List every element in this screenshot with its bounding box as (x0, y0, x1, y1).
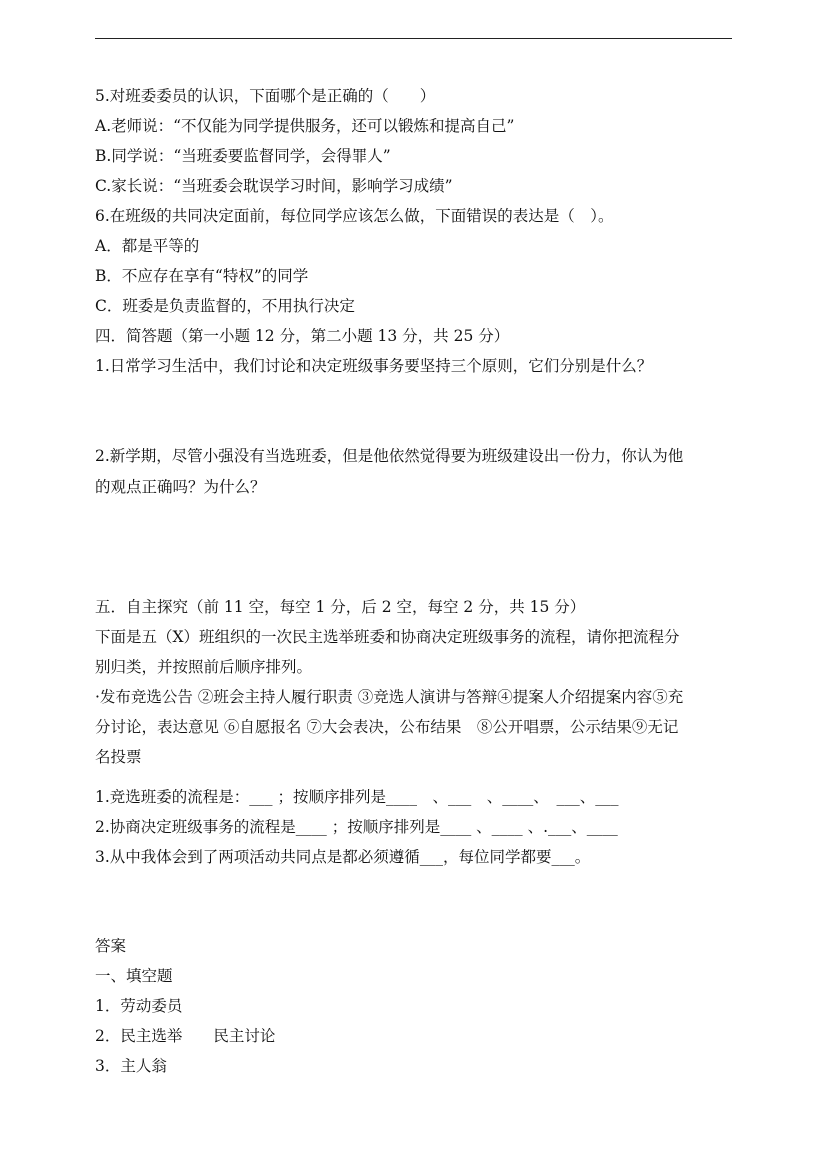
header-rule (95, 38, 732, 39)
answers-section1-heading: 一、填空题 (95, 967, 173, 985)
q6-stem: 6.在班级的共同决定面前，每位同学应该怎么做，下面错误的表达是（ ）。 (95, 207, 614, 225)
answer-1: 1．劳动委员 (95, 997, 183, 1015)
q5-option-c: C.家长说：“当班委会耽误学习时间，影响学习成绩” (95, 177, 453, 195)
q6-option-b: B．不应存在享有“特权”的同学 (95, 267, 309, 285)
section4-q1: 1.日常学习生活中，我们讨论和决定班级事务要坚持三个原则，它们分别是什么？ (95, 357, 653, 375)
q6-option-c: C．班委是负责监督的，不用执行决定 (95, 297, 355, 315)
section5-steps-line1: ·发布竞选公告 ②班会主持人履行职责 ③竞选人演讲与答辩④提案人介绍提案内容⑤充 (95, 688, 684, 706)
section5-intro-line1: 下面是五（X）班组织的一次民主选举班委和协商决定班级事务的流程，请你把流程分 (95, 628, 680, 646)
q5-option-a: A.老师说：“不仅能为同学提供服务，还可以锻炼和提高自己” (95, 117, 515, 135)
section5-intro-line2: 别归类，并按照前后顺序排列。 (95, 658, 313, 676)
q6-option-a: A．都是平等的 (95, 237, 200, 255)
section5-heading: 五．自主探究（前 11 空，每空 1 分，后 2 空，每空 2 分，共 15 分） (95, 598, 586, 616)
q5-stem: 5.对班委委员的认识，下面哪个是正确的（ ） (95, 87, 436, 105)
answer-3: 3．主人翁 (95, 1057, 167, 1075)
section4-heading: 四．简答题（第一小题 12 分，第二小题 13 分，共 25 分） (95, 327, 510, 345)
section5-steps-line3: 名投票 (95, 748, 142, 766)
section4-q2-line1: 2.新学期，尽管小强没有当选班委，但是他依然觉得要为班级建设出一份力，你认为他 (95, 447, 684, 465)
section4-q2-line2: 的观点正确吗？为什么？ (95, 478, 266, 496)
section5-fill1: 1.竞选班委的流程是：___ ；按顺序排列是____ 、___ 、____、 ___、___ (95, 788, 619, 806)
answers-title: 答案 (95, 937, 127, 955)
q5-option-b: B.同学说：“当班委要监督同学，会得罪人” (95, 147, 391, 165)
answer-2: 2．民主选举 民主讨论 (95, 1027, 276, 1045)
section5-fill2: 2.协商决定班级事务的流程是____ ；按顺序排列是____ 、____ 、.___、____ (95, 818, 618, 836)
section5-fill3: 3.从中我体会到了两项活动共同点是都必须遵循___，每位同学都要___。 (95, 848, 591, 866)
section5-steps-line2: 分讨论，表达意见 ⑥自愿报名 ⑦大会表决，公布结果 ⑧公开唱票，公示结果⑨无记 (95, 718, 679, 736)
